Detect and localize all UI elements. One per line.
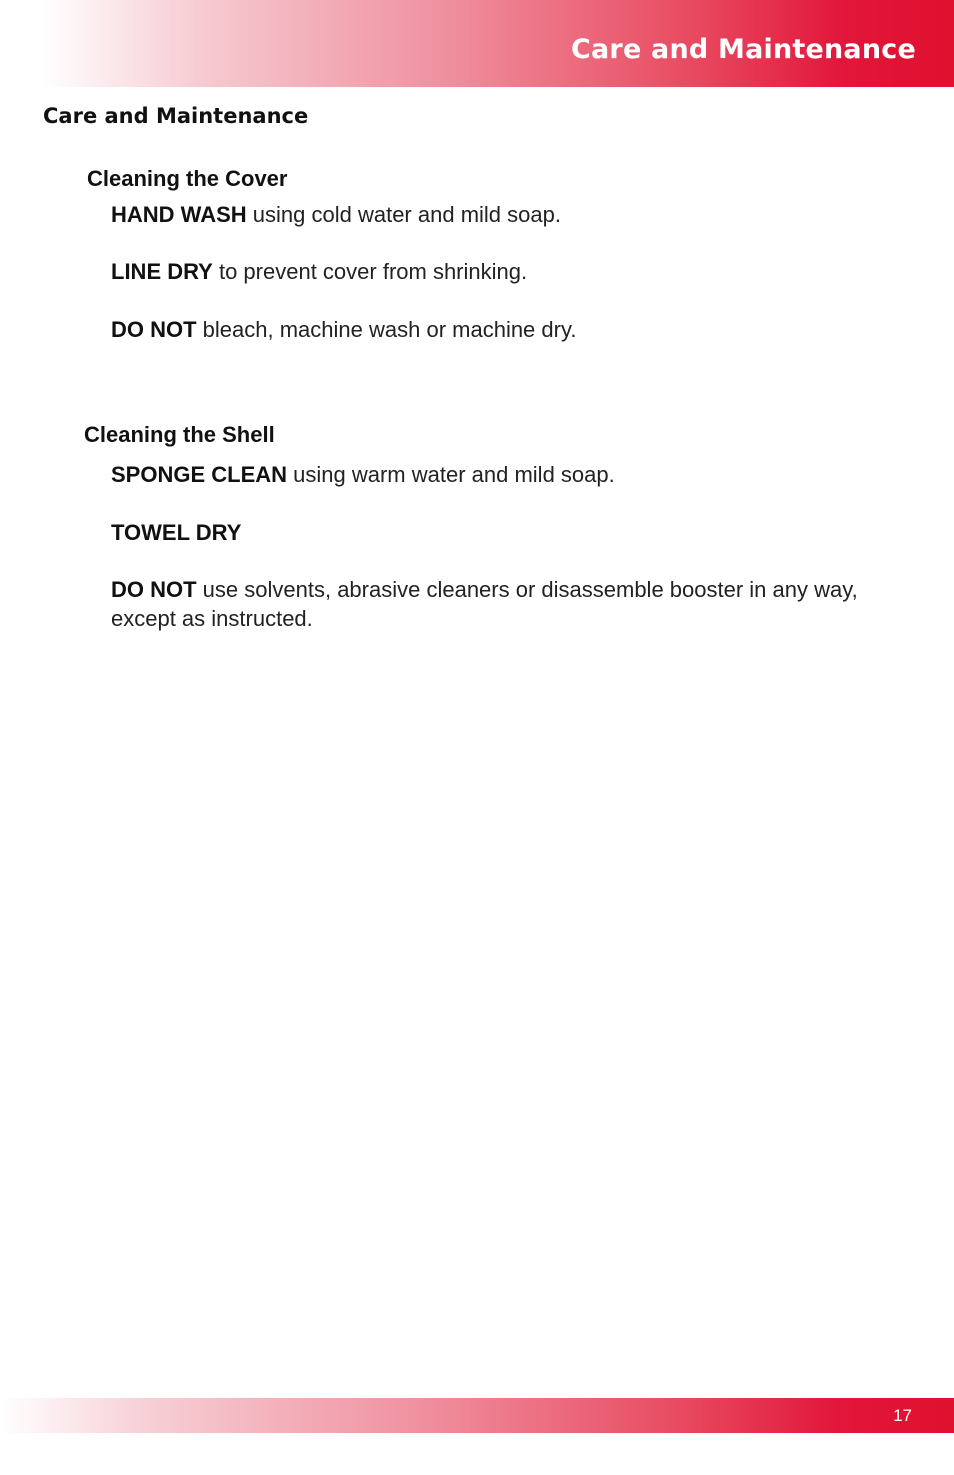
- shell-instruction-do-not: [111, 575, 911, 633]
- cover-instruction-hand-wash: [111, 200, 561, 229]
- page-number: 17: [893, 1406, 912, 1425]
- cleaning-shell-heading: Cleaning the Shell: [84, 422, 275, 447]
- instruction-text: bleach, machine wash or machine dry.: [196, 317, 577, 342]
- shell-instruction-sponge-clean: [111, 460, 615, 489]
- instruction-text: use solvents, abrasive cleaners or disassemble booster in any way, except as instructed.: [111, 577, 858, 631]
- instruction-keyword: TOWEL DRY: [111, 520, 242, 545]
- instruction-text: using cold water and mild soap.: [246, 202, 561, 227]
- cover-instruction-line-dry: [111, 257, 527, 286]
- header-band: [42, 0, 954, 87]
- instruction-keyword: LINE DRY: [111, 259, 213, 284]
- shell-instruction-towel-dry: [111, 518, 241, 547]
- instruction-keyword: DO NOT: [111, 317, 197, 342]
- instruction-text: using warm water and mild soap.: [287, 462, 615, 487]
- cover-instruction-do-not: [111, 315, 576, 344]
- cleaning-cover-heading: Cleaning the Cover: [87, 166, 288, 191]
- instruction-keyword: HAND WASH: [111, 202, 247, 227]
- page-title: Care and Maintenance: [571, 34, 916, 65]
- instruction-keyword: DO NOT: [111, 577, 197, 602]
- instruction-text: to prevent cover from shrinking.: [212, 259, 528, 284]
- footer-band: [0, 1398, 954, 1433]
- instruction-keyword: SPONGE CLEAN: [111, 462, 288, 487]
- section-heading: Care and Maintenance: [43, 104, 309, 128]
